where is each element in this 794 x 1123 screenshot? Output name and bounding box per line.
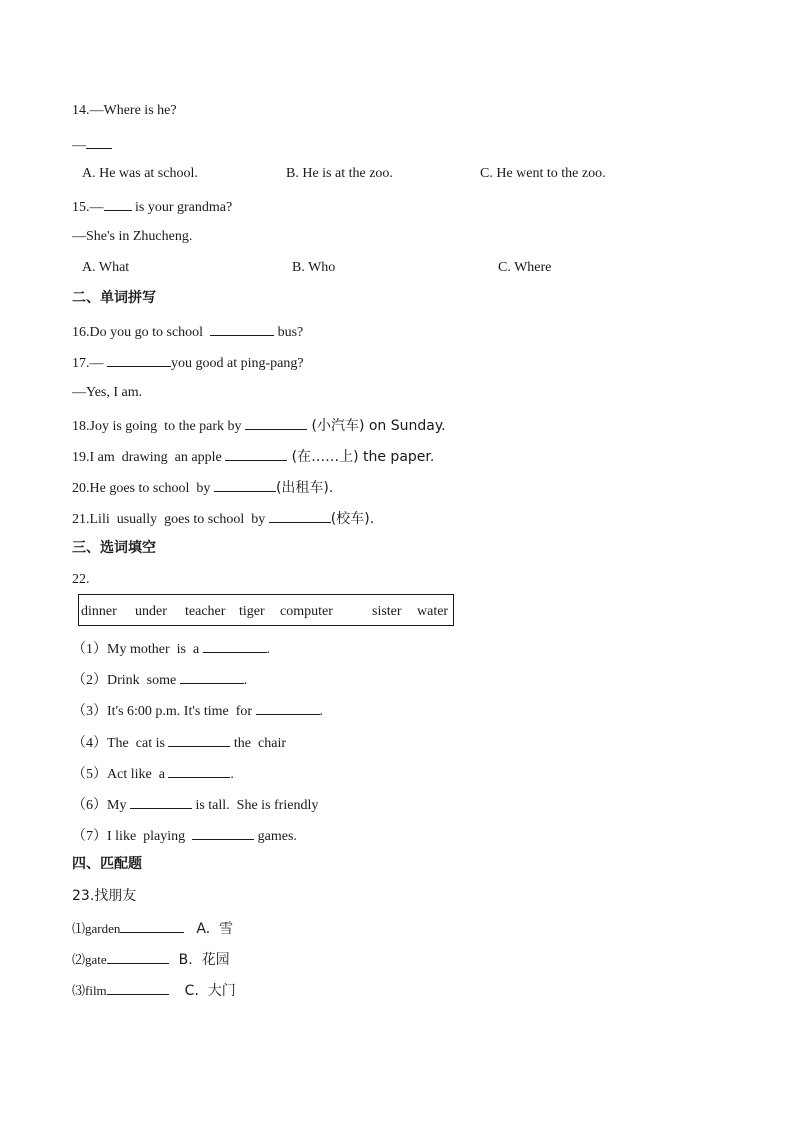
match-row-2 bbox=[72, 949, 230, 969]
q21 bbox=[72, 508, 374, 529]
q22-item-suffix: . bbox=[230, 767, 234, 782]
word-bank-word: under bbox=[135, 604, 167, 619]
q22-item-3 bbox=[72, 700, 323, 721]
match-row-1 bbox=[72, 918, 233, 938]
q21-prefix: 21.Lili usually goes to school by bbox=[72, 512, 269, 527]
q22-item-blank[interactable] bbox=[168, 763, 230, 778]
q21-suffix: (校车). bbox=[330, 511, 375, 527]
section3-title: 三、选词填空 bbox=[72, 540, 156, 556]
q16-prefix: 16.Do you go to school bbox=[72, 325, 211, 340]
match-left: ⑶film bbox=[72, 983, 107, 998]
q20-prefix: 20.He goes to school by bbox=[72, 481, 214, 496]
q22-item-5 bbox=[72, 763, 234, 784]
q22-item-prefix: （1）My mother is a bbox=[72, 642, 203, 657]
q22-item-6 bbox=[72, 794, 318, 815]
q18-prefix: 18.Joy is going to the park by bbox=[72, 419, 246, 434]
match-left: ⑵gate bbox=[72, 952, 107, 967]
q19-blank[interactable] bbox=[225, 446, 287, 461]
q17-reply: —Yes, I am. bbox=[72, 385, 143, 400]
q22-item-7 bbox=[72, 825, 297, 846]
word-bank-word: computer bbox=[280, 604, 333, 619]
word-bank-word: teacher bbox=[185, 604, 226, 619]
q21-blank[interactable] bbox=[269, 508, 331, 523]
q22-item-blank[interactable] bbox=[168, 732, 230, 747]
q22-item-prefix: （7）I like playing bbox=[72, 829, 193, 844]
q22-item-1 bbox=[72, 638, 270, 659]
q22-item-suffix: the chair bbox=[230, 736, 287, 751]
word-bank-box bbox=[78, 594, 454, 626]
q20-blank[interactable] bbox=[214, 477, 276, 492]
q16 bbox=[72, 321, 303, 342]
q14-answer-prefix: — bbox=[72, 138, 86, 153]
q20 bbox=[72, 477, 333, 498]
q17 bbox=[72, 352, 304, 373]
q22-item-blank[interactable] bbox=[130, 794, 192, 809]
q23-title: 23.找朋友 bbox=[72, 888, 137, 904]
q15-prefix: 15.— bbox=[72, 200, 104, 215]
q17-blank[interactable] bbox=[107, 352, 171, 367]
q22-item-blank[interactable] bbox=[256, 700, 320, 715]
word-bank-word: dinner bbox=[81, 604, 117, 619]
q22-item-prefix: （6）My bbox=[72, 798, 130, 813]
q15-option-a[interactable]: A. What bbox=[82, 260, 130, 275]
q15-suffix: is your grandma? bbox=[131, 200, 233, 215]
match-blank[interactable] bbox=[120, 918, 184, 933]
q19-suffix: (在……上) the paper. bbox=[287, 449, 435, 465]
q15-option-c[interactable]: C. Where bbox=[498, 260, 552, 275]
q22-item-blank[interactable] bbox=[180, 669, 244, 684]
q22-item-prefix: （5）Act like a bbox=[72, 767, 169, 782]
q22-item-prefix: （4）The cat is bbox=[72, 736, 169, 751]
q14-answer-blank[interactable] bbox=[86, 134, 112, 149]
q19 bbox=[72, 446, 434, 467]
q20-suffix: (出租车). bbox=[275, 480, 334, 496]
q15-option-b[interactable]: B. Who bbox=[292, 260, 336, 275]
q22-item-suffix: games. bbox=[254, 829, 297, 844]
match-right: A. 雪 bbox=[196, 921, 234, 937]
section2-title: 二、单词拼写 bbox=[72, 290, 156, 306]
match-left: ⑴garden bbox=[72, 921, 121, 936]
match-blank[interactable] bbox=[107, 980, 169, 995]
q15-reply: —She's in Zhucheng. bbox=[72, 229, 193, 244]
q16-suffix: bus? bbox=[274, 325, 304, 340]
q22-item-2 bbox=[72, 669, 247, 690]
q14-answer-line bbox=[72, 134, 112, 155]
q14-option-b[interactable]: B. He is at the zoo. bbox=[286, 166, 393, 181]
q16-blank[interactable] bbox=[210, 321, 274, 336]
match-right: B. 花园 bbox=[178, 952, 230, 968]
q14-option-c[interactable]: C. He went to the zoo. bbox=[480, 166, 606, 181]
q17-suffix: you good at ping-pang? bbox=[171, 356, 304, 371]
q17-prefix: 17.— bbox=[72, 356, 107, 371]
q18-suffix: (小汽车) on Sunday. bbox=[307, 418, 446, 434]
q22-number: 22. bbox=[72, 572, 90, 587]
q22-item-suffix: . bbox=[243, 673, 248, 688]
q15-blank[interactable] bbox=[104, 196, 132, 211]
word-bank-word: tiger bbox=[239, 604, 265, 619]
match-right: C. 大门 bbox=[184, 983, 236, 999]
match-blank[interactable] bbox=[107, 949, 169, 964]
q18 bbox=[72, 415, 446, 436]
q14-option-a[interactable]: A. He was at school. bbox=[82, 166, 198, 181]
q15-question bbox=[72, 196, 232, 217]
q22-item-4 bbox=[72, 732, 286, 753]
q22-item-suffix: . bbox=[266, 642, 271, 657]
word-bank-word: water bbox=[417, 604, 449, 619]
match-row-3 bbox=[72, 980, 236, 1000]
word-bank-word: sister bbox=[372, 604, 402, 619]
q22-item-suffix: is tall. She is friendly bbox=[191, 798, 319, 813]
q22-item-suffix: . bbox=[319, 704, 324, 719]
section4-title: 四、匹配题 bbox=[72, 856, 142, 872]
q14-question: 14.—Where is he? bbox=[72, 103, 177, 118]
q22-item-prefix: （3）It's 6:00 p.m. It's time for bbox=[72, 704, 256, 719]
q22-item-prefix: （2）Drink some bbox=[72, 673, 180, 688]
q22-item-blank[interactable] bbox=[203, 638, 267, 653]
q19-prefix: 19.I am drawing an apple bbox=[72, 450, 226, 465]
q22-item-blank[interactable] bbox=[192, 825, 254, 840]
q18-blank[interactable] bbox=[245, 415, 307, 430]
